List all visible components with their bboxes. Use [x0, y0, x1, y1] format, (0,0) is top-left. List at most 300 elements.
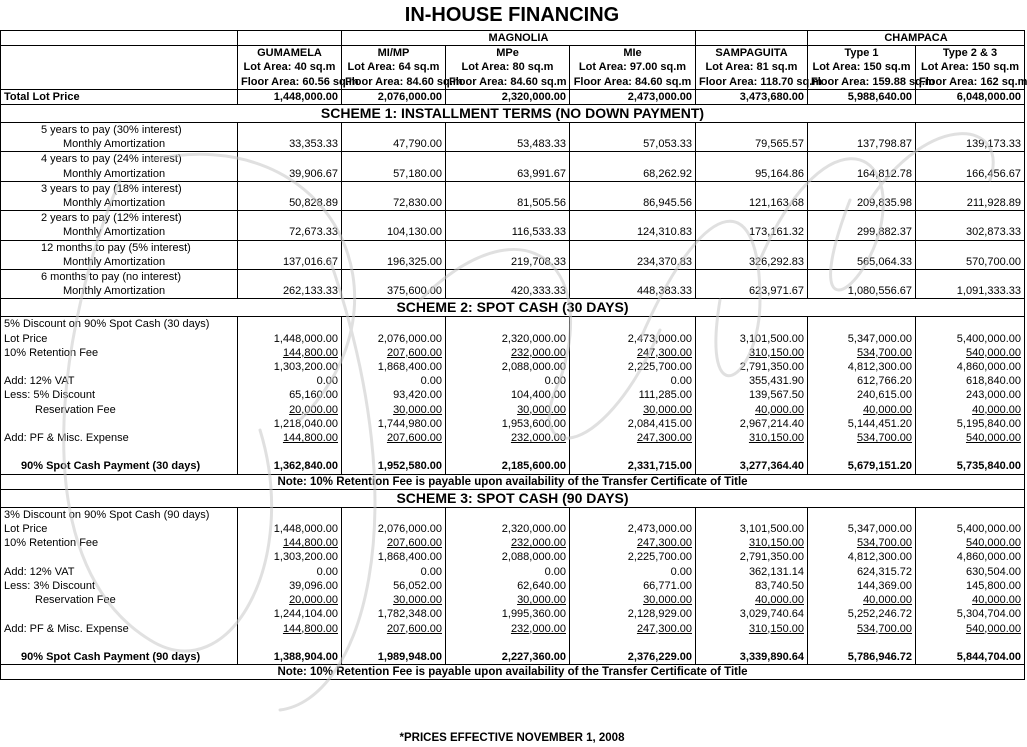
amortization-value: 72,673.33 — [238, 225, 342, 240]
computation-label: Reservation Fee — [1, 593, 238, 607]
computation-amount: 355,431.90 — [748, 375, 804, 388]
amortization-value: 1,080,556.67 — [808, 284, 916, 299]
computation-value — [570, 346, 696, 360]
amortization-value: 164,812.78 — [808, 167, 916, 182]
computation-value — [446, 565, 570, 579]
computation-amount: 3,101,500.00 — [739, 332, 804, 345]
term-label-row — [1, 152, 1025, 167]
amortization-label: Monthly Amortization — [1, 137, 238, 152]
computation-amount: 0.00 — [670, 565, 692, 578]
scheme2-intro-row — [1, 317, 1025, 332]
computation-row — [1, 550, 1025, 564]
computation-amount: 2,076,000.00 — [377, 523, 442, 536]
amortization-value: 53,483.33 — [446, 137, 570, 152]
blank-cell — [342, 270, 446, 285]
blank-cell — [808, 240, 916, 255]
computation-amount: 144,800.00 — [282, 622, 338, 635]
computation-value — [238, 579, 342, 593]
computation-amount: 2,088,000.00 — [501, 551, 566, 564]
blank-cell — [808, 181, 916, 196]
computation-amount: 0.00 — [316, 375, 338, 388]
computation-amount: 2,791,350.00 — [739, 361, 804, 374]
computation-row — [1, 374, 1025, 388]
amortization-value: 39,906.67 — [238, 167, 342, 182]
lot-area: Lot Area: 80 sq.m — [446, 60, 570, 74]
computation-amount: 4,860,000.00 — [956, 361, 1022, 374]
computation-amount: 247,300.00 — [636, 537, 692, 550]
term-label-row — [1, 240, 1025, 255]
computation-value — [916, 593, 1025, 607]
blank-cell — [916, 181, 1025, 196]
amortization-label: Monthly Amortization — [1, 255, 238, 270]
blank-cell — [1, 636, 238, 650]
computation-value — [570, 536, 696, 550]
computation-value — [808, 607, 916, 621]
monthly-amortization-row — [1, 196, 1025, 211]
monthly-amortization-row — [1, 225, 1025, 240]
lot-area: Lot Area: 97.00 sq.m — [570, 60, 696, 74]
computation-amount: 624,315.72 — [856, 565, 912, 578]
spot-cash-total-value: 5,844,704.00 — [916, 650, 1025, 665]
blank-cell — [342, 123, 446, 138]
computation-amount: 0.00 — [420, 375, 442, 388]
computation-amount: 1,868,400.00 — [377, 361, 442, 374]
computation-value — [446, 579, 570, 593]
spot-cash-total-value: 1,362,840.00 — [238, 459, 342, 474]
computation-amount: 5,252,246.72 — [847, 608, 912, 621]
amortization-value: 121,163.68 — [696, 196, 808, 211]
term-label-row — [1, 270, 1025, 285]
computation-amount: 247,300.00 — [636, 432, 692, 445]
computation-amount: 5,347,000.00 — [847, 332, 912, 345]
computation-value — [916, 607, 1025, 621]
computation-amount: 540,000.00 — [965, 346, 1022, 359]
computation-amount: 5,304,704.00 — [956, 608, 1022, 621]
computation-amount: 0.00 — [420, 565, 442, 578]
computation-amount: 30,000.00 — [517, 403, 566, 416]
computation-value — [446, 403, 570, 417]
monthly-amortization-row — [1, 255, 1025, 270]
computation-amount: 310,150.00 — [748, 622, 804, 635]
computation-amount: 111,285.00 — [638, 389, 692, 402]
blank-cell — [446, 445, 570, 459]
computation-row — [1, 332, 1025, 346]
computation-value — [238, 332, 342, 346]
amortization-value: 57,053.33 — [570, 137, 696, 152]
computation-amount: 534,700.00 — [856, 346, 912, 359]
total-lot-price-value: 2,473,000.00 — [570, 89, 696, 104]
spot-cash-total-label: 90% Spot Cash Payment (30 days) — [1, 459, 238, 474]
blank-cell — [446, 181, 570, 196]
blank-cell — [238, 507, 342, 522]
computation-amount: 540,000.00 — [965, 432, 1022, 445]
computation-value — [916, 550, 1025, 564]
computation-value — [916, 346, 1025, 360]
blank-cell — [696, 636, 808, 650]
computation-amount: 5,400,000.00 — [956, 332, 1022, 345]
blank-cell — [342, 240, 446, 255]
blank-cell — [238, 445, 342, 459]
model-name: Type 1 — [808, 46, 916, 61]
computation-value — [916, 431, 1025, 445]
blank-cell — [570, 181, 696, 196]
amortization-value: 196,325.00 — [342, 255, 446, 270]
computation-amount: 310,150.00 — [748, 432, 804, 445]
blank-cell — [238, 211, 342, 226]
blank-cell — [446, 507, 570, 522]
computation-value — [808, 360, 916, 374]
floor-area: Floor Area: 60.56 sq.m — [238, 75, 342, 90]
scheme2-total-row — [1, 459, 1025, 474]
amortization-value: 570,700.00 — [916, 255, 1025, 270]
spot-cash-total-value: 2,227,360.00 — [446, 650, 570, 665]
blank-cell — [1, 46, 238, 61]
computation-row — [1, 360, 1025, 374]
computation-value — [342, 565, 446, 579]
amortization-label: Monthly Amortization — [1, 167, 238, 182]
computation-amount: 40,000.00 — [863, 403, 912, 416]
amortization-value: 219,708.33 — [446, 255, 570, 270]
computation-value — [916, 417, 1025, 431]
computation-value — [342, 536, 446, 550]
spot-cash-total-label: 90% Spot Cash Payment (90 days) — [1, 650, 238, 665]
computation-label: Lot Price — [1, 522, 238, 536]
computation-amount: 2,320,000.00 — [501, 332, 566, 345]
amortization-value: 234,370.83 — [570, 255, 696, 270]
computation-amount: 65,160.00 — [289, 389, 338, 402]
amortization-label: Monthly Amortization — [1, 284, 238, 299]
computation-value — [570, 607, 696, 621]
computation-amount: 540,000.00 — [965, 622, 1022, 635]
computation-amount: 145,800.00 — [965, 579, 1022, 592]
blank-cell — [808, 211, 916, 226]
amortization-value: 104,130.00 — [342, 225, 446, 240]
computation-amount: 2,225,700.00 — [627, 361, 692, 374]
group-champaca-label: CHAMPACA — [808, 31, 1025, 46]
scheme3-spacer-row — [1, 636, 1025, 650]
computation-amount: 0.00 — [670, 375, 692, 388]
computation-amount: 144,369.00 — [856, 579, 912, 592]
computation-label — [1, 550, 238, 564]
total-lot-price-value: 2,076,000.00 — [342, 89, 446, 104]
blank-cell — [696, 152, 808, 167]
computation-value — [696, 374, 808, 388]
computation-value — [446, 332, 570, 346]
computation-row — [1, 522, 1025, 536]
blank-cell — [808, 445, 916, 459]
blank-cell — [570, 445, 696, 459]
amortization-value: 116,533.33 — [446, 225, 570, 240]
total-lot-price-value: 3,473,680.00 — [696, 89, 808, 104]
model-name: MI/MP — [342, 46, 446, 61]
computation-value — [446, 431, 570, 445]
blank-cell — [342, 636, 446, 650]
computation-value — [238, 550, 342, 564]
floor-area: Floor Area: 84.60 sq.m — [342, 75, 446, 90]
term-label: 6 months to pay (no interest) — [1, 270, 238, 285]
spot-cash-total-value: 5,679,151.20 — [808, 459, 916, 474]
blank-cell — [238, 31, 342, 46]
computation-amount: 5,195,840.00 — [956, 417, 1022, 430]
spot-cash-total-value: 2,376,229.00 — [570, 650, 696, 665]
computation-amount: 30,000.00 — [643, 594, 692, 607]
model-name: Type 2 & 3 — [916, 46, 1025, 61]
spot-cash-total-value: 2,185,600.00 — [446, 459, 570, 474]
lot-area: Lot Area: 81 sq.m — [696, 60, 808, 74]
computation-value — [238, 522, 342, 536]
spot-cash-total-value: 5,735,840.00 — [916, 459, 1025, 474]
computation-value — [342, 332, 446, 346]
blank-cell — [696, 507, 808, 522]
computation-value — [916, 536, 1025, 550]
computation-amount: 240,615.00 — [856, 389, 912, 402]
computation-value — [446, 607, 570, 621]
floor-area: Floor Area: 118.70 sq.m — [696, 75, 808, 90]
computation-amount: 4,812,300.00 — [847, 551, 912, 564]
computation-amount: 243,000.00 — [965, 389, 1022, 402]
term-label: 4 years to pay (24% interest) — [1, 152, 238, 167]
computation-amount: 30,000.00 — [393, 594, 442, 607]
blank-cell — [808, 152, 916, 167]
computation-value — [446, 374, 570, 388]
computation-value — [808, 565, 916, 579]
amortization-value: 72,830.00 — [342, 196, 446, 211]
blank-cell — [238, 317, 342, 332]
blank-cell — [916, 240, 1025, 255]
spot-cash-total-value: 3,277,364.40 — [696, 459, 808, 474]
blank-cell — [238, 181, 342, 196]
computation-amount: 4,812,300.00 — [847, 361, 912, 374]
blank-cell — [916, 123, 1025, 138]
floor-area: Floor Area: 84.60 sq.m — [570, 75, 696, 90]
computation-label: Lot Price — [1, 332, 238, 346]
computation-amount: 30,000.00 — [517, 594, 566, 607]
blank-cell — [446, 636, 570, 650]
computation-value — [570, 622, 696, 636]
computation-amount: 39,096.00 — [289, 579, 338, 592]
model-name: MIe — [570, 46, 696, 61]
computation-amount: 40,000.00 — [755, 594, 804, 607]
computation-value — [570, 522, 696, 536]
computation-label: 10% Retention Fee — [1, 346, 238, 360]
computation-row — [1, 622, 1025, 636]
computation-amount: 0.00 — [544, 375, 566, 388]
computation-amount: 1,782,348.00 — [377, 608, 442, 621]
blank-cell — [238, 123, 342, 138]
computation-amount: 83,740.50 — [755, 579, 804, 592]
computation-value — [342, 579, 446, 593]
computation-amount: 1,448,000.00 — [273, 523, 338, 536]
computation-value — [696, 550, 808, 564]
lot-area: Lot Area: 150 sq.m — [808, 60, 916, 74]
blank-cell — [570, 240, 696, 255]
computation-amount: 618,840.00 — [965, 375, 1022, 388]
computation-row — [1, 403, 1025, 417]
computation-value — [446, 593, 570, 607]
total-lot-price-value: 6,048,000.00 — [916, 89, 1025, 104]
blank-cell — [808, 317, 916, 332]
blank-cell — [446, 317, 570, 332]
spot-cash-total-value: 3,339,890.64 — [696, 650, 808, 665]
spot-cash-total-value: 1,989,948.00 — [342, 650, 446, 665]
computation-value — [570, 360, 696, 374]
amortization-value: 95,164.86 — [696, 167, 808, 182]
computation-value — [808, 417, 916, 431]
computation-row — [1, 417, 1025, 431]
blank-cell — [570, 507, 696, 522]
computation-value — [570, 403, 696, 417]
blank-cell — [570, 636, 696, 650]
computation-amount: 40,000.00 — [972, 403, 1022, 416]
computation-amount: 144,800.00 — [282, 537, 338, 550]
spot-cash-total-value: 2,331,715.00 — [570, 459, 696, 474]
computation-amount: 534,700.00 — [856, 432, 912, 445]
blank-cell — [916, 445, 1025, 459]
blank-cell — [808, 636, 916, 650]
computation-amount: 1,744,980.00 — [377, 417, 442, 430]
blank-cell — [916, 636, 1025, 650]
computation-amount: 207,600.00 — [386, 346, 442, 359]
blank-cell — [696, 317, 808, 332]
model-name: MPe — [446, 46, 570, 61]
blank-cell — [342, 317, 446, 332]
amortization-value: 262,133.33 — [238, 284, 342, 299]
blank-cell — [570, 211, 696, 226]
page-title: IN-HOUSE FINANCING — [404, 4, 620, 26]
computation-label: Less: 5% Discount — [1, 388, 238, 402]
computation-amount: 2,320,000.00 — [501, 523, 566, 536]
amortization-value: 81,505.56 — [446, 196, 570, 211]
amortization-value: 137,798.87 — [808, 137, 916, 152]
computation-amount: 1,953,600.00 — [501, 417, 566, 430]
computation-row — [1, 565, 1025, 579]
lot-area-row — [1, 60, 1025, 74]
computation-amount: 247,300.00 — [636, 346, 692, 359]
amortization-value: 448,383.33 — [570, 284, 696, 299]
computation-amount: 5,144,451.20 — [847, 417, 912, 430]
blank-cell — [570, 317, 696, 332]
scheme1-title-row — [1, 105, 1025, 123]
computation-amount: 2,076,000.00 — [377, 332, 442, 345]
amortization-value: 299,882.37 — [808, 225, 916, 240]
computation-amount: 1,995,360.00 — [501, 608, 566, 621]
computation-amount: 362,131.14 — [748, 565, 804, 578]
computation-value — [238, 403, 342, 417]
blank-cell — [696, 123, 808, 138]
lot-area: Lot Area: 64 sq.m — [342, 60, 446, 74]
blank-cell — [342, 211, 446, 226]
computation-value — [342, 522, 446, 536]
amortization-value: 375,600.00 — [342, 284, 446, 299]
floor-area: Floor Area: 84.60 sq.m — [446, 75, 570, 90]
computation-value — [696, 622, 808, 636]
blank-cell — [916, 270, 1025, 285]
computation-value — [916, 565, 1025, 579]
total-lot-price-row — [1, 89, 1025, 104]
spot-cash-total-value: 5,786,946.72 — [808, 650, 916, 665]
computation-value — [916, 403, 1025, 417]
computation-value — [446, 388, 570, 402]
scheme2-title-row — [1, 299, 1025, 317]
computation-amount: 2,084,415.00 — [627, 417, 692, 430]
computation-value — [342, 607, 446, 621]
computation-amount: 2,128,929.00 — [627, 608, 692, 621]
amortization-value: 420,333.33 — [446, 284, 570, 299]
computation-amount: 2,225,700.00 — [627, 551, 692, 564]
amortization-value: 47,790.00 — [342, 137, 446, 152]
computation-amount: 3,029,740.64 — [739, 608, 804, 621]
computation-amount: 5,347,000.00 — [847, 523, 912, 536]
computation-value — [238, 536, 342, 550]
computation-amount: 247,300.00 — [636, 622, 692, 635]
total-lot-price-value: 2,320,000.00 — [446, 89, 570, 104]
blank-cell — [696, 270, 808, 285]
amortization-value: 209,835.98 — [808, 196, 916, 211]
computation-amount: 534,700.00 — [856, 537, 912, 550]
blank-cell — [696, 445, 808, 459]
computation-value — [808, 522, 916, 536]
computation-value — [808, 346, 916, 360]
computation-value — [342, 431, 446, 445]
computation-value — [916, 579, 1025, 593]
amortization-value: 33,353.33 — [238, 137, 342, 152]
blank-cell — [916, 211, 1025, 226]
computation-amount: 1,448,000.00 — [273, 332, 338, 345]
computation-value — [916, 622, 1025, 636]
computation-value — [446, 346, 570, 360]
lot-area: Lot Area: 40 sq.m — [238, 60, 342, 74]
financing-table — [0, 30, 1025, 680]
computation-label: Less: 3% Discount — [1, 579, 238, 593]
spot-cash-total-value: 1,952,580.00 — [342, 459, 446, 474]
blank-cell — [808, 507, 916, 522]
computation-value — [696, 579, 808, 593]
computation-value — [808, 593, 916, 607]
retention-fee-note: Note: 10% Retention Fee is payable upon availability of the Transfer Certificate of Title — [1, 665, 1025, 680]
amortization-value: 86,945.56 — [570, 196, 696, 211]
computation-amount: 612,766.20 — [856, 375, 912, 388]
computation-amount: 30,000.00 — [643, 403, 692, 416]
computation-value — [570, 431, 696, 445]
computation-amount: 2,967,214.40 — [739, 417, 804, 430]
computation-value — [808, 374, 916, 388]
scheme3-intro-row — [1, 507, 1025, 522]
computation-amount: 310,150.00 — [748, 537, 804, 550]
computation-amount: 2,791,350.00 — [739, 551, 804, 564]
computation-value — [696, 536, 808, 550]
computation-value — [238, 565, 342, 579]
amortization-value: 68,262.92 — [570, 167, 696, 182]
scheme3-total-row — [1, 650, 1025, 665]
computation-row — [1, 388, 1025, 402]
term-label-row — [1, 211, 1025, 226]
computation-value — [808, 579, 916, 593]
computation-value — [696, 332, 808, 346]
computation-amount: 2,473,000.00 — [627, 332, 692, 345]
amortization-value: 173,161.32 — [696, 225, 808, 240]
computation-amount: 232,000.00 — [510, 622, 566, 635]
computation-label: Reservation Fee — [1, 403, 238, 417]
amortization-value: 50,828.89 — [238, 196, 342, 211]
model-name: GUMAMELA — [238, 46, 342, 61]
computation-amount: 40,000.00 — [972, 594, 1022, 607]
computation-amount: 534,700.00 — [856, 622, 912, 635]
scheme2-note-row — [1, 474, 1025, 489]
computation-value — [696, 565, 808, 579]
computation-value — [446, 360, 570, 374]
computation-amount: 207,600.00 — [386, 622, 442, 635]
blank-cell — [808, 123, 916, 138]
